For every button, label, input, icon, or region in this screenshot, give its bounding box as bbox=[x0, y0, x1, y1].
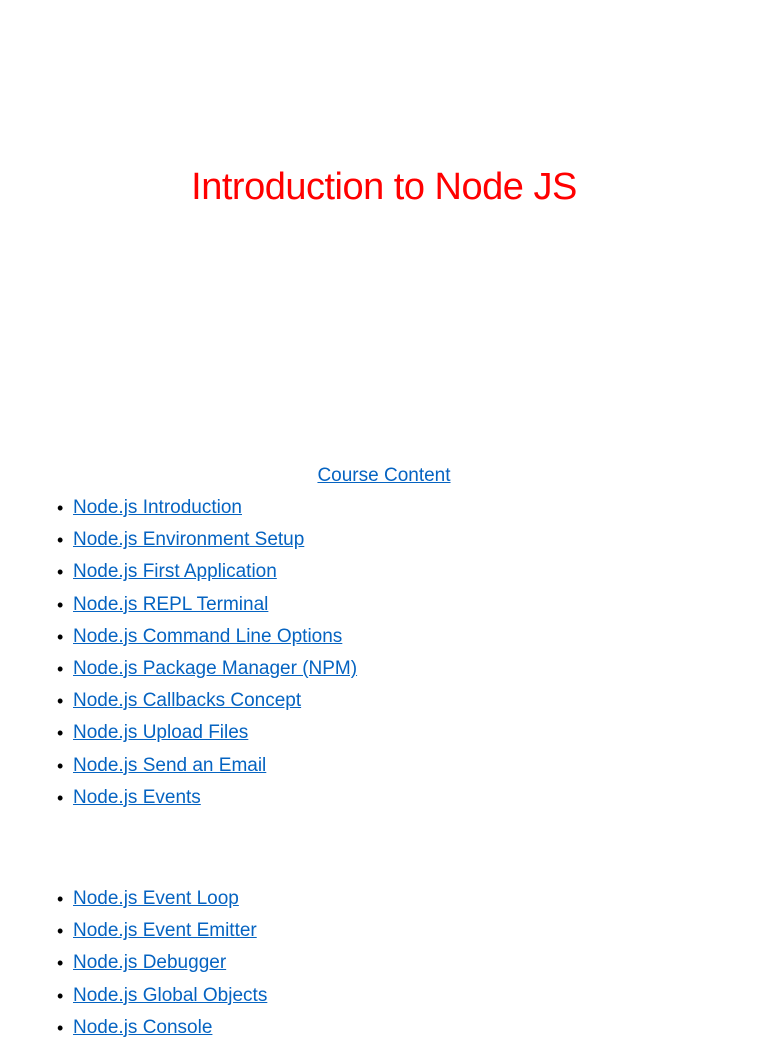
bullet-icon: • bbox=[57, 594, 64, 615]
list-item bbox=[57, 719, 357, 751]
list-item bbox=[57, 558, 357, 590]
list-item bbox=[57, 494, 357, 526]
list-item bbox=[57, 1014, 267, 1046]
course-topic-list-continued bbox=[57, 885, 267, 1046]
course-content-link[interactable]: Course Content bbox=[317, 465, 451, 486]
topic-link[interactable]: Node.js Callbacks Concept bbox=[73, 690, 302, 712]
list-item bbox=[57, 526, 357, 558]
list-item bbox=[57, 885, 267, 917]
bullet-icon: • bbox=[57, 755, 64, 776]
bullet-icon: • bbox=[57, 626, 64, 647]
topic-link[interactable]: Node.js Console bbox=[73, 1016, 213, 1038]
topic-link[interactable]: Node.js Event Emitter bbox=[73, 920, 257, 942]
list-item bbox=[57, 752, 357, 784]
topic-link[interactable]: Node.js First Application bbox=[73, 561, 277, 583]
bullet-icon: • bbox=[57, 691, 64, 712]
list-item bbox=[57, 982, 267, 1014]
topic-link[interactable]: Node.js Environment Setup bbox=[73, 529, 305, 551]
topic-link[interactable]: Node.js Command Line Options bbox=[73, 625, 343, 647]
bullet-icon: • bbox=[57, 658, 64, 679]
bullet-icon: • bbox=[57, 985, 64, 1006]
list-item bbox=[57, 917, 267, 949]
bullet-icon: • bbox=[57, 723, 64, 744]
bullet-icon: • bbox=[57, 787, 64, 808]
topic-link[interactable]: Node.js Send an Email bbox=[73, 754, 267, 776]
list-item bbox=[57, 655, 357, 687]
bullet-icon: • bbox=[57, 1017, 64, 1038]
bullet-icon: • bbox=[57, 889, 64, 909]
topic-link[interactable]: Node.js Upload Files bbox=[73, 722, 249, 744]
bullet-icon: • bbox=[57, 530, 64, 551]
list-item bbox=[57, 687, 357, 719]
list-item bbox=[57, 591, 357, 623]
page-title: Introduction to Node JS bbox=[191, 166, 577, 208]
topic-link[interactable]: Node.js Event Loop bbox=[73, 888, 239, 909]
topic-link[interactable]: Node.js Global Objects bbox=[73, 984, 268, 1006]
list-item bbox=[57, 623, 357, 655]
topic-link[interactable]: Node.js REPL Terminal bbox=[73, 593, 269, 615]
topic-link[interactable]: Node.js Debugger bbox=[73, 952, 227, 974]
list-item bbox=[57, 949, 267, 981]
topic-link[interactable]: Node.js Introduction bbox=[73, 497, 242, 518]
list-item bbox=[57, 784, 357, 816]
topic-link[interactable]: Node.js Events bbox=[73, 786, 201, 808]
bullet-icon: • bbox=[57, 562, 64, 583]
bullet-icon: • bbox=[57, 921, 64, 942]
course-topic-list bbox=[57, 494, 357, 816]
bullet-icon: • bbox=[57, 498, 64, 518]
course-content-heading bbox=[0, 463, 768, 489]
topic-link[interactable]: Node.js Package Manager (NPM) bbox=[73, 657, 358, 679]
bullet-icon: • bbox=[57, 953, 64, 974]
